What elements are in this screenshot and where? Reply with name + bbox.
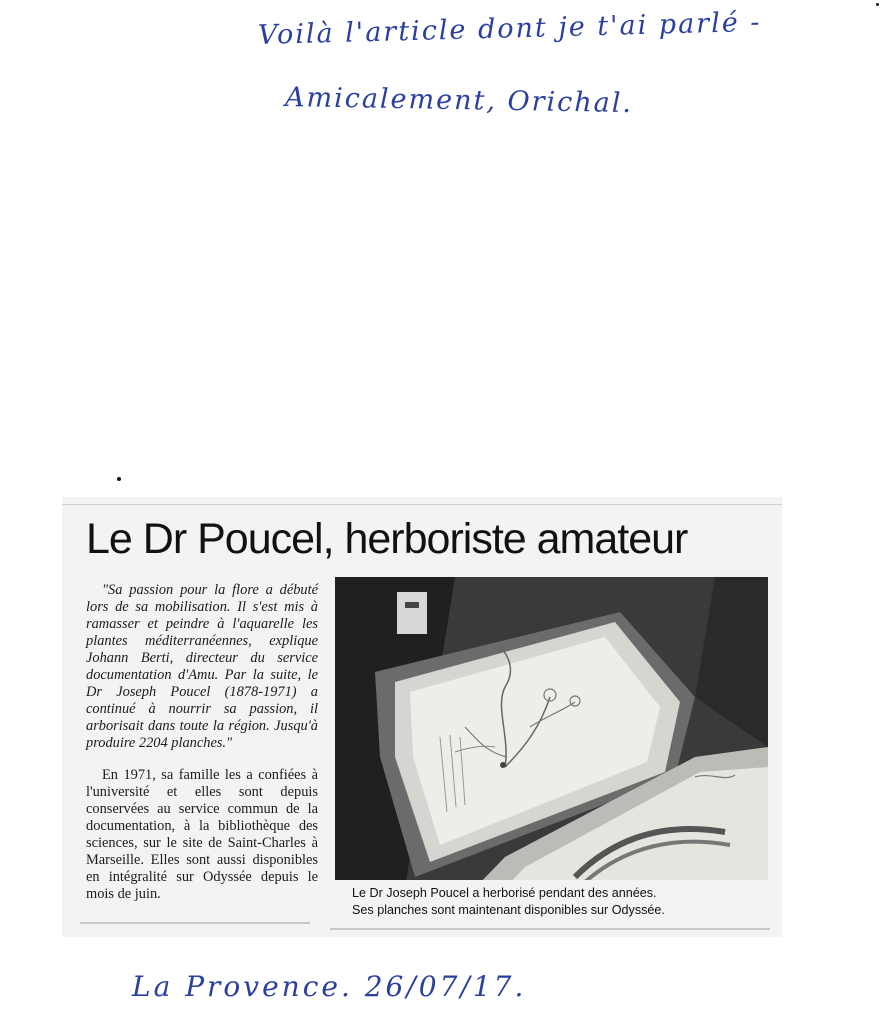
handwritten-source-note: La Provence. 26/07/17.: [132, 970, 527, 1003]
bleed-through-mark: [330, 928, 770, 930]
article-headline: Le Dr Poucel, herboriste amateur: [86, 515, 688, 563]
handwritten-note-line-2: Amicalement, Orichal.: [284, 82, 634, 120]
article-photo: [335, 577, 768, 888]
photo-caption: [335, 880, 768, 922]
article-body-paragraph: En 1971, sa famille les a confiées à l'université et elles sont depuis conservées au service commun de la documentation, à la bibliothèque des sciences, sur le site de Saint-Charles à Marseille. Elles sont aussi disponibles en intégralité sur Odyssée depuis le mois de juin.: [86, 767, 318, 902]
caption-line-1: Le Dr Joseph Poucel a herborisé pendant des années.: [352, 886, 657, 900]
scan-speck: [117, 477, 121, 481]
bleed-through-mark: [80, 922, 310, 924]
herbarium-photo-illustration: [335, 577, 768, 888]
clipping-divider: [62, 504, 782, 505]
article-quote-paragraph: "Sa passion pour la flore a débuté lors de sa mobilisation. Il s'est mis à ramasser et peindre à l'aquarelle les plantes méditerranéennes, explique Johann Berti, directeur du service documentation d'Amu. Par la suite, le Dr Joseph Poucel (1878-1971) a continué à nourrir sa passion, il arborisait dans toute la région. Jusqu'à produire 2204 planches.": [86, 582, 318, 751]
caption-line-2: Ses planches sont maintenant disponibles sur Odyssée.: [352, 903, 665, 917]
scan-speck: [876, 3, 879, 6]
handwritten-note-line-1: Voilà l'article dont je t'ai parlé -: [257, 6, 762, 51]
